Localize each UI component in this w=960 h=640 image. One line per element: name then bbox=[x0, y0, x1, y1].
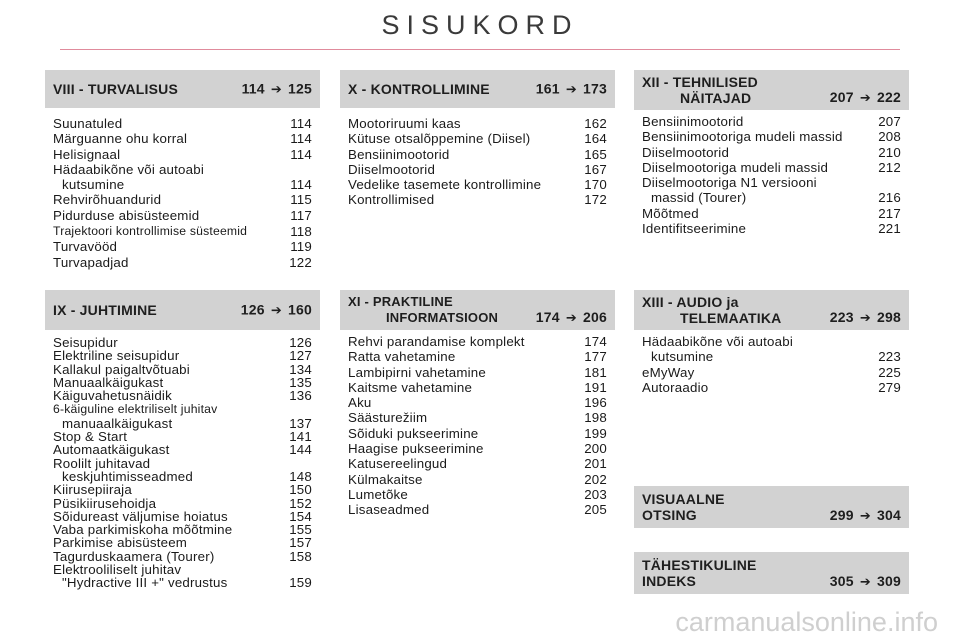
entry-page-number: 114 bbox=[290, 177, 312, 193]
section-xii bbox=[634, 70, 909, 236]
section-xi bbox=[340, 290, 615, 518]
entry-label-text: Trajektoori kontrollimise süsteemid bbox=[53, 224, 248, 239]
entry-page-number: 217 bbox=[878, 205, 901, 221]
entry-page-number: 221 bbox=[878, 221, 901, 237]
entry-list bbox=[634, 114, 909, 236]
toc-entry[interactable] bbox=[642, 129, 901, 144]
entry-label-text: 6-käiguline elektriliselt juhitav bbox=[53, 402, 218, 417]
toc-entry[interactable] bbox=[348, 487, 607, 502]
entry-label bbox=[348, 472, 573, 487]
toc-entry[interactable] bbox=[348, 441, 607, 456]
entry-page-number: 207 bbox=[878, 114, 901, 129]
entry-label bbox=[348, 147, 573, 162]
section-title-line1: TÄHESTIKULINE bbox=[642, 557, 757, 573]
entry-label bbox=[53, 389, 278, 402]
entry-label-text: Diiselmootoriga N1 versiooni bbox=[642, 175, 817, 191]
arrow-right-icon: ➔ bbox=[859, 508, 871, 523]
entry-label bbox=[53, 336, 278, 349]
toc-entry[interactable] bbox=[348, 131, 607, 146]
entry-label bbox=[53, 363, 278, 376]
entry-label-text: Turvavööd bbox=[53, 239, 118, 255]
toc-entry[interactable] bbox=[642, 365, 901, 380]
page-range: 161 ➔ 173 bbox=[535, 80, 607, 97]
page-range: 207 ➔ 222 bbox=[829, 89, 901, 105]
toc-entry[interactable] bbox=[642, 145, 901, 160]
entry-label bbox=[348, 349, 573, 364]
toc-entry[interactable] bbox=[53, 483, 312, 496]
toc-entry[interactable] bbox=[53, 389, 312, 402]
entry-label-text: Bensiinimootorid bbox=[348, 146, 450, 162]
toc-entry[interactable] bbox=[53, 255, 312, 270]
entry-page-number: 165 bbox=[584, 146, 607, 162]
section-xii-header[interactable] bbox=[634, 70, 909, 110]
entry-label-text: Tagurduskaamera (Tourer) bbox=[53, 548, 215, 564]
entry-label-text: Lisaseadmed bbox=[348, 502, 430, 518]
entry-label bbox=[348, 487, 573, 502]
toc-entry[interactable] bbox=[348, 410, 607, 425]
section-title-line2: NÄITAJAD bbox=[680, 90, 752, 106]
entry-page-number: 196 bbox=[584, 395, 607, 411]
section-viii-header[interactable] bbox=[45, 70, 320, 108]
section-index-header[interactable] bbox=[634, 552, 909, 594]
section-title-line1: XI - PRAKTILINE bbox=[348, 294, 453, 309]
toc-entry[interactable] bbox=[53, 443, 312, 456]
entry-label bbox=[53, 239, 278, 254]
toc-entry[interactable] bbox=[348, 334, 607, 349]
entry-page-number: 117 bbox=[290, 207, 312, 223]
section-alphabetical-index bbox=[634, 552, 909, 594]
entry-page-number: 212 bbox=[878, 159, 901, 175]
section-ix-header[interactable] bbox=[45, 290, 320, 330]
entry-label-text: Püsikiirusehoidja bbox=[53, 495, 157, 511]
entry-label bbox=[53, 208, 278, 223]
entry-page-number: 205 bbox=[584, 502, 607, 518]
entry-label-text: Sõidureast väljumise hoiatus bbox=[53, 508, 228, 524]
toc-entry[interactable] bbox=[348, 472, 607, 487]
section-x bbox=[340, 70, 615, 208]
entry-page-number: 201 bbox=[584, 456, 607, 472]
entry-label-text: Helisignaal bbox=[53, 146, 121, 162]
toc-entry[interactable] bbox=[642, 221, 901, 236]
entry-page-number: 114 bbox=[290, 131, 312, 147]
toc-entry[interactable] bbox=[53, 550, 312, 563]
toc-entry[interactable] bbox=[642, 334, 901, 365]
entry-label bbox=[53, 116, 278, 131]
entry-page-number: 148 bbox=[289, 468, 312, 484]
entry-label bbox=[642, 145, 867, 160]
toc-entry[interactable] bbox=[53, 147, 312, 162]
entry-label bbox=[642, 114, 867, 129]
entry-label bbox=[642, 365, 867, 380]
entry-page-number: 199 bbox=[584, 425, 607, 441]
entry-label bbox=[348, 177, 573, 192]
entry-label bbox=[348, 441, 573, 456]
entry-label-text: Lambipirni vahetamine bbox=[348, 364, 486, 380]
entry-label bbox=[53, 430, 278, 443]
entry-label-continuation: kutsumine bbox=[62, 177, 125, 193]
entry-page-number: 172 bbox=[584, 192, 607, 208]
entry-label bbox=[53, 192, 278, 207]
section-title-line1: VISUAALNE bbox=[642, 491, 725, 507]
entry-label bbox=[348, 380, 573, 395]
entry-page-number: 152 bbox=[289, 495, 312, 511]
entry-page-number: 162 bbox=[584, 116, 607, 131]
entry-label bbox=[348, 131, 573, 146]
entry-label-text: Rehvirõhuandurid bbox=[53, 192, 162, 208]
entry-label-text: Roolilt juhitavad bbox=[53, 455, 151, 471]
section-ix bbox=[45, 290, 320, 590]
entry-label-text: Kontrollimised bbox=[348, 192, 435, 208]
toc-entry[interactable] bbox=[348, 147, 607, 162]
entry-label-text: Käiguvahetusnäidik bbox=[53, 388, 172, 404]
entry-page-number: 164 bbox=[584, 131, 607, 147]
entry-label bbox=[53, 147, 278, 162]
entry-list bbox=[45, 116, 320, 270]
entry-page-number: 135 bbox=[289, 374, 312, 390]
entry-page-number: 225 bbox=[878, 364, 901, 380]
entry-page-number: 141 bbox=[289, 429, 312, 445]
toc-entry[interactable] bbox=[53, 563, 312, 590]
toc-entry[interactable] bbox=[348, 426, 607, 441]
entry-label bbox=[53, 255, 278, 270]
entry-label bbox=[348, 334, 573, 349]
toc-entry[interactable] bbox=[53, 162, 312, 193]
entry-label-text: Suunatuled bbox=[53, 116, 123, 131]
toc-entry[interactable] bbox=[348, 395, 607, 410]
entry-label-text: Katusereelingud bbox=[348, 456, 448, 472]
toc-entry[interactable] bbox=[348, 380, 607, 395]
entry-label-text: Külmakaitse bbox=[348, 471, 423, 487]
entry-label bbox=[53, 376, 278, 389]
entry-label-text: Diiselmootoriga mudeli massid bbox=[642, 159, 829, 175]
toc-entry[interactable] bbox=[642, 206, 901, 221]
page-range: 299 ➔ 304 bbox=[829, 507, 901, 523]
entry-label-continuation: kutsumine bbox=[651, 349, 714, 365]
entry-label-text: Bensiinimootorid bbox=[642, 114, 744, 129]
entry-page-number: 134 bbox=[289, 361, 312, 377]
entry-page-number: 157 bbox=[289, 535, 312, 551]
entry-page-number: 119 bbox=[290, 239, 312, 255]
page-range: 174 ➔ 206 bbox=[535, 309, 607, 325]
section-title-line2: INDEKS bbox=[642, 573, 697, 589]
page-range: 126 ➔ 160 bbox=[240, 301, 312, 318]
entry-label bbox=[53, 550, 278, 563]
title-divider bbox=[60, 49, 900, 50]
entry-label-text: Manuaalkäigukast bbox=[53, 374, 164, 390]
toc-entry[interactable] bbox=[53, 239, 312, 254]
entry-label bbox=[53, 402, 278, 430]
entry-label bbox=[53, 510, 278, 523]
entry-label-text: Elektriline seisupidur bbox=[53, 348, 180, 364]
entry-label bbox=[642, 221, 867, 236]
section-title: IX - JUHTIMINE bbox=[53, 302, 157, 318]
toc-entry[interactable] bbox=[53, 223, 312, 239]
entry-label-text: Mootoriruumi kaas bbox=[348, 116, 461, 131]
entry-label-text: Kiirusepiiraja bbox=[53, 482, 132, 498]
toc-entry[interactable] bbox=[53, 430, 312, 443]
section-x-header[interactable] bbox=[340, 70, 615, 108]
toc-entry[interactable] bbox=[348, 365, 607, 380]
entry-page-number: 122 bbox=[289, 254, 312, 270]
entry-label bbox=[348, 365, 573, 380]
section-title: VIII - TURVALISUS bbox=[53, 81, 179, 97]
entry-label-text: Turvapadjad bbox=[53, 254, 129, 270]
entry-label-text: Ratta vahetamine bbox=[348, 349, 456, 365]
entry-page-number: 202 bbox=[584, 471, 607, 487]
entry-label bbox=[642, 160, 867, 175]
entry-label bbox=[642, 380, 867, 395]
entry-label bbox=[348, 426, 573, 441]
toc-entry[interactable] bbox=[53, 497, 312, 510]
entry-label bbox=[53, 162, 278, 193]
entry-page-number: 223 bbox=[878, 349, 901, 365]
toc-entry[interactable] bbox=[642, 160, 901, 175]
entry-label-text: Kallakul paigaltvõtuabi bbox=[53, 361, 190, 377]
entry-label-continuation: massid (Tourer) bbox=[651, 190, 747, 206]
section-xiii-header[interactable] bbox=[634, 290, 909, 330]
entry-label-text: Seisupidur bbox=[53, 335, 118, 350]
watermark: carmanualsonline.info bbox=[675, 607, 938, 637]
entry-page-number: 191 bbox=[584, 379, 607, 395]
entry-page-number: 198 bbox=[584, 410, 607, 426]
section-xiii bbox=[634, 290, 909, 395]
entry-label-text: Aku bbox=[348, 395, 372, 411]
entry-label-text: Diiselmootorid bbox=[348, 161, 436, 177]
entry-label bbox=[53, 523, 278, 536]
entry-page-number: 181 bbox=[584, 364, 607, 380]
toc-entry[interactable] bbox=[53, 349, 312, 362]
entry-label-text: Haagise pukseerimine bbox=[348, 441, 484, 457]
entry-page-number: 114 bbox=[290, 146, 312, 162]
entry-page-number: 174 bbox=[584, 334, 607, 349]
toc-entry[interactable] bbox=[53, 536, 312, 549]
arrow-right-icon: ➔ bbox=[270, 302, 282, 318]
entry-label-text: Pidurduse abisüsteemid bbox=[53, 207, 200, 223]
entry-label bbox=[642, 206, 867, 221]
entry-page-number: 159 bbox=[289, 575, 312, 591]
entry-label bbox=[348, 502, 573, 517]
section-xi-header[interactable] bbox=[340, 290, 615, 330]
section-visual-search bbox=[634, 486, 909, 528]
entry-page-number: 203 bbox=[584, 486, 607, 502]
entry-label bbox=[53, 483, 278, 496]
entry-page-number: 208 bbox=[878, 129, 901, 145]
section-viii bbox=[45, 70, 320, 270]
toc-entry[interactable] bbox=[642, 114, 901, 129]
entry-label-text: Stop & Start bbox=[53, 429, 128, 445]
entry-page-number: 154 bbox=[289, 508, 312, 524]
entry-label-text: Lumetõke bbox=[348, 486, 408, 502]
section-title-line2: TELEMAATIKA bbox=[680, 310, 782, 326]
toc-entry[interactable] bbox=[348, 192, 607, 207]
entry-label bbox=[348, 116, 573, 131]
entry-label bbox=[53, 349, 278, 362]
entry-page-number: 170 bbox=[584, 177, 607, 193]
entry-label-text: Parkimise abisüsteem bbox=[53, 535, 188, 551]
entry-label bbox=[53, 131, 278, 146]
entry-label-text: Identifitseerimine bbox=[642, 221, 747, 237]
entry-label bbox=[348, 162, 573, 177]
entry-page-number: 115 bbox=[290, 192, 312, 208]
entry-page-number: 114 bbox=[290, 116, 312, 131]
section-title-line1: XII - TEHNILISED bbox=[642, 74, 758, 90]
entry-page-number: 210 bbox=[878, 144, 901, 160]
entry-list bbox=[340, 334, 615, 518]
entry-label bbox=[53, 497, 278, 510]
entry-label bbox=[53, 443, 278, 456]
section-title-line1: XIII - AUDIO ja bbox=[642, 294, 739, 310]
entry-page-number: 279 bbox=[878, 379, 901, 395]
entry-page-number: 118 bbox=[290, 224, 312, 240]
page-range: 223 ➔ 298 bbox=[829, 309, 901, 325]
page-range: 114 ➔ 125 bbox=[241, 80, 312, 97]
toc-entry[interactable] bbox=[348, 177, 607, 192]
arrow-right-icon: ➔ bbox=[859, 574, 871, 589]
toc-entry[interactable] bbox=[348, 456, 607, 471]
toc-entry[interactable] bbox=[53, 523, 312, 536]
toc-entry[interactable] bbox=[53, 510, 312, 523]
toc-entry[interactable] bbox=[348, 162, 607, 177]
page-title: SISUKORD bbox=[381, 10, 579, 40]
section-title-line2: INFORMATSIOON bbox=[386, 310, 499, 325]
entry-label-text: Kütuse otsalõppemine (Diisel) bbox=[348, 131, 531, 147]
entry-label-continuation: keskjuhtimisseadmed bbox=[62, 468, 193, 484]
arrow-right-icon: ➔ bbox=[270, 81, 282, 97]
toc-entry[interactable] bbox=[53, 131, 312, 146]
entry-page-number: 126 bbox=[289, 335, 312, 350]
entry-label-text: Sõiduki pukseerimine bbox=[348, 425, 479, 441]
page-range: 305 ➔ 309 bbox=[829, 573, 901, 589]
entry-list bbox=[45, 336, 320, 590]
entry-label bbox=[53, 457, 278, 484]
entry-label-text: Diiselmootorid bbox=[642, 144, 730, 160]
toc-entry[interactable] bbox=[53, 363, 312, 376]
section-visual-search-header[interactable] bbox=[634, 486, 909, 528]
entry-label-text: Säästurežiim bbox=[348, 410, 428, 426]
entry-page-number: 136 bbox=[289, 388, 312, 404]
entry-label-text: Vedelike tasemete kontrollimine bbox=[348, 177, 542, 193]
entry-label bbox=[53, 563, 278, 590]
entry-label-text: Hädaabikõne või autoabi bbox=[53, 161, 204, 177]
entry-label bbox=[348, 192, 573, 207]
toc-entry[interactable] bbox=[53, 376, 312, 389]
entry-label-text: Mõõtmed bbox=[642, 205, 699, 221]
entry-page-number: 137 bbox=[289, 415, 312, 431]
entry-page-number: 127 bbox=[289, 348, 312, 364]
arrow-right-icon: ➔ bbox=[565, 310, 577, 325]
entry-page-number: 200 bbox=[584, 441, 607, 457]
entry-label bbox=[642, 334, 867, 365]
entry-page-number: 144 bbox=[289, 442, 312, 458]
entry-list bbox=[634, 334, 909, 395]
toc-entry[interactable] bbox=[53, 116, 312, 131]
entry-label-text: Rehvi parandamise komplekt bbox=[348, 334, 525, 349]
entry-page-number: 177 bbox=[584, 349, 607, 365]
toc-entry[interactable] bbox=[53, 457, 312, 484]
toc-entry[interactable] bbox=[348, 502, 607, 517]
toc-entry[interactable] bbox=[348, 116, 607, 131]
entry-label bbox=[53, 223, 278, 239]
entry-page-number: 155 bbox=[289, 522, 312, 538]
entry-page-number: 150 bbox=[289, 482, 312, 498]
toc-entry[interactable] bbox=[642, 175, 901, 206]
entry-label-text: Kaitsme vahetamine bbox=[348, 379, 473, 395]
entry-label-text: Märguanne ohu korral bbox=[53, 131, 188, 147]
toc-entry[interactable] bbox=[53, 208, 312, 223]
entry-label bbox=[348, 395, 573, 410]
toc-entry[interactable] bbox=[53, 192, 312, 207]
section-title-line2: OTSING bbox=[642, 507, 697, 523]
arrow-right-icon: ➔ bbox=[859, 90, 871, 105]
entry-page-number: 167 bbox=[584, 161, 607, 177]
entry-label-text: eMyWay bbox=[642, 364, 695, 380]
entry-label-text: Hädaabikõne või autoabi bbox=[642, 334, 793, 349]
entry-label bbox=[642, 175, 867, 206]
entry-label-text: Autoraadio bbox=[642, 379, 709, 395]
entry-label-continuation: manuaalkäigukast bbox=[62, 415, 173, 431]
entry-label bbox=[348, 410, 573, 425]
entry-label-continuation: "Hydractive III +" vedrustus bbox=[62, 575, 228, 591]
entry-label-text: Elektrooliliselt juhitav bbox=[53, 562, 182, 578]
toc-entry[interactable] bbox=[53, 402, 312, 430]
arrow-right-icon: ➔ bbox=[859, 310, 871, 325]
entry-list bbox=[340, 116, 615, 208]
entry-label bbox=[348, 456, 573, 471]
toc-entry[interactable] bbox=[642, 380, 901, 395]
entry-label-text: Automaatkäigukast bbox=[53, 442, 170, 458]
arrow-right-icon: ➔ bbox=[565, 81, 577, 97]
section-title: X - KONTROLLIMINE bbox=[348, 81, 490, 97]
entry-label bbox=[642, 129, 867, 144]
entry-label-text: Vaba parkimiskoha mõõtmine bbox=[53, 522, 233, 538]
entry-page-number: 216 bbox=[878, 190, 901, 206]
entry-page-number: 158 bbox=[289, 548, 312, 564]
toc-entry[interactable] bbox=[348, 349, 607, 364]
entry-label bbox=[53, 536, 278, 549]
toc-entry[interactable] bbox=[53, 336, 312, 349]
entry-label-text: Bensiinimootoriga mudeli massid bbox=[642, 129, 843, 145]
